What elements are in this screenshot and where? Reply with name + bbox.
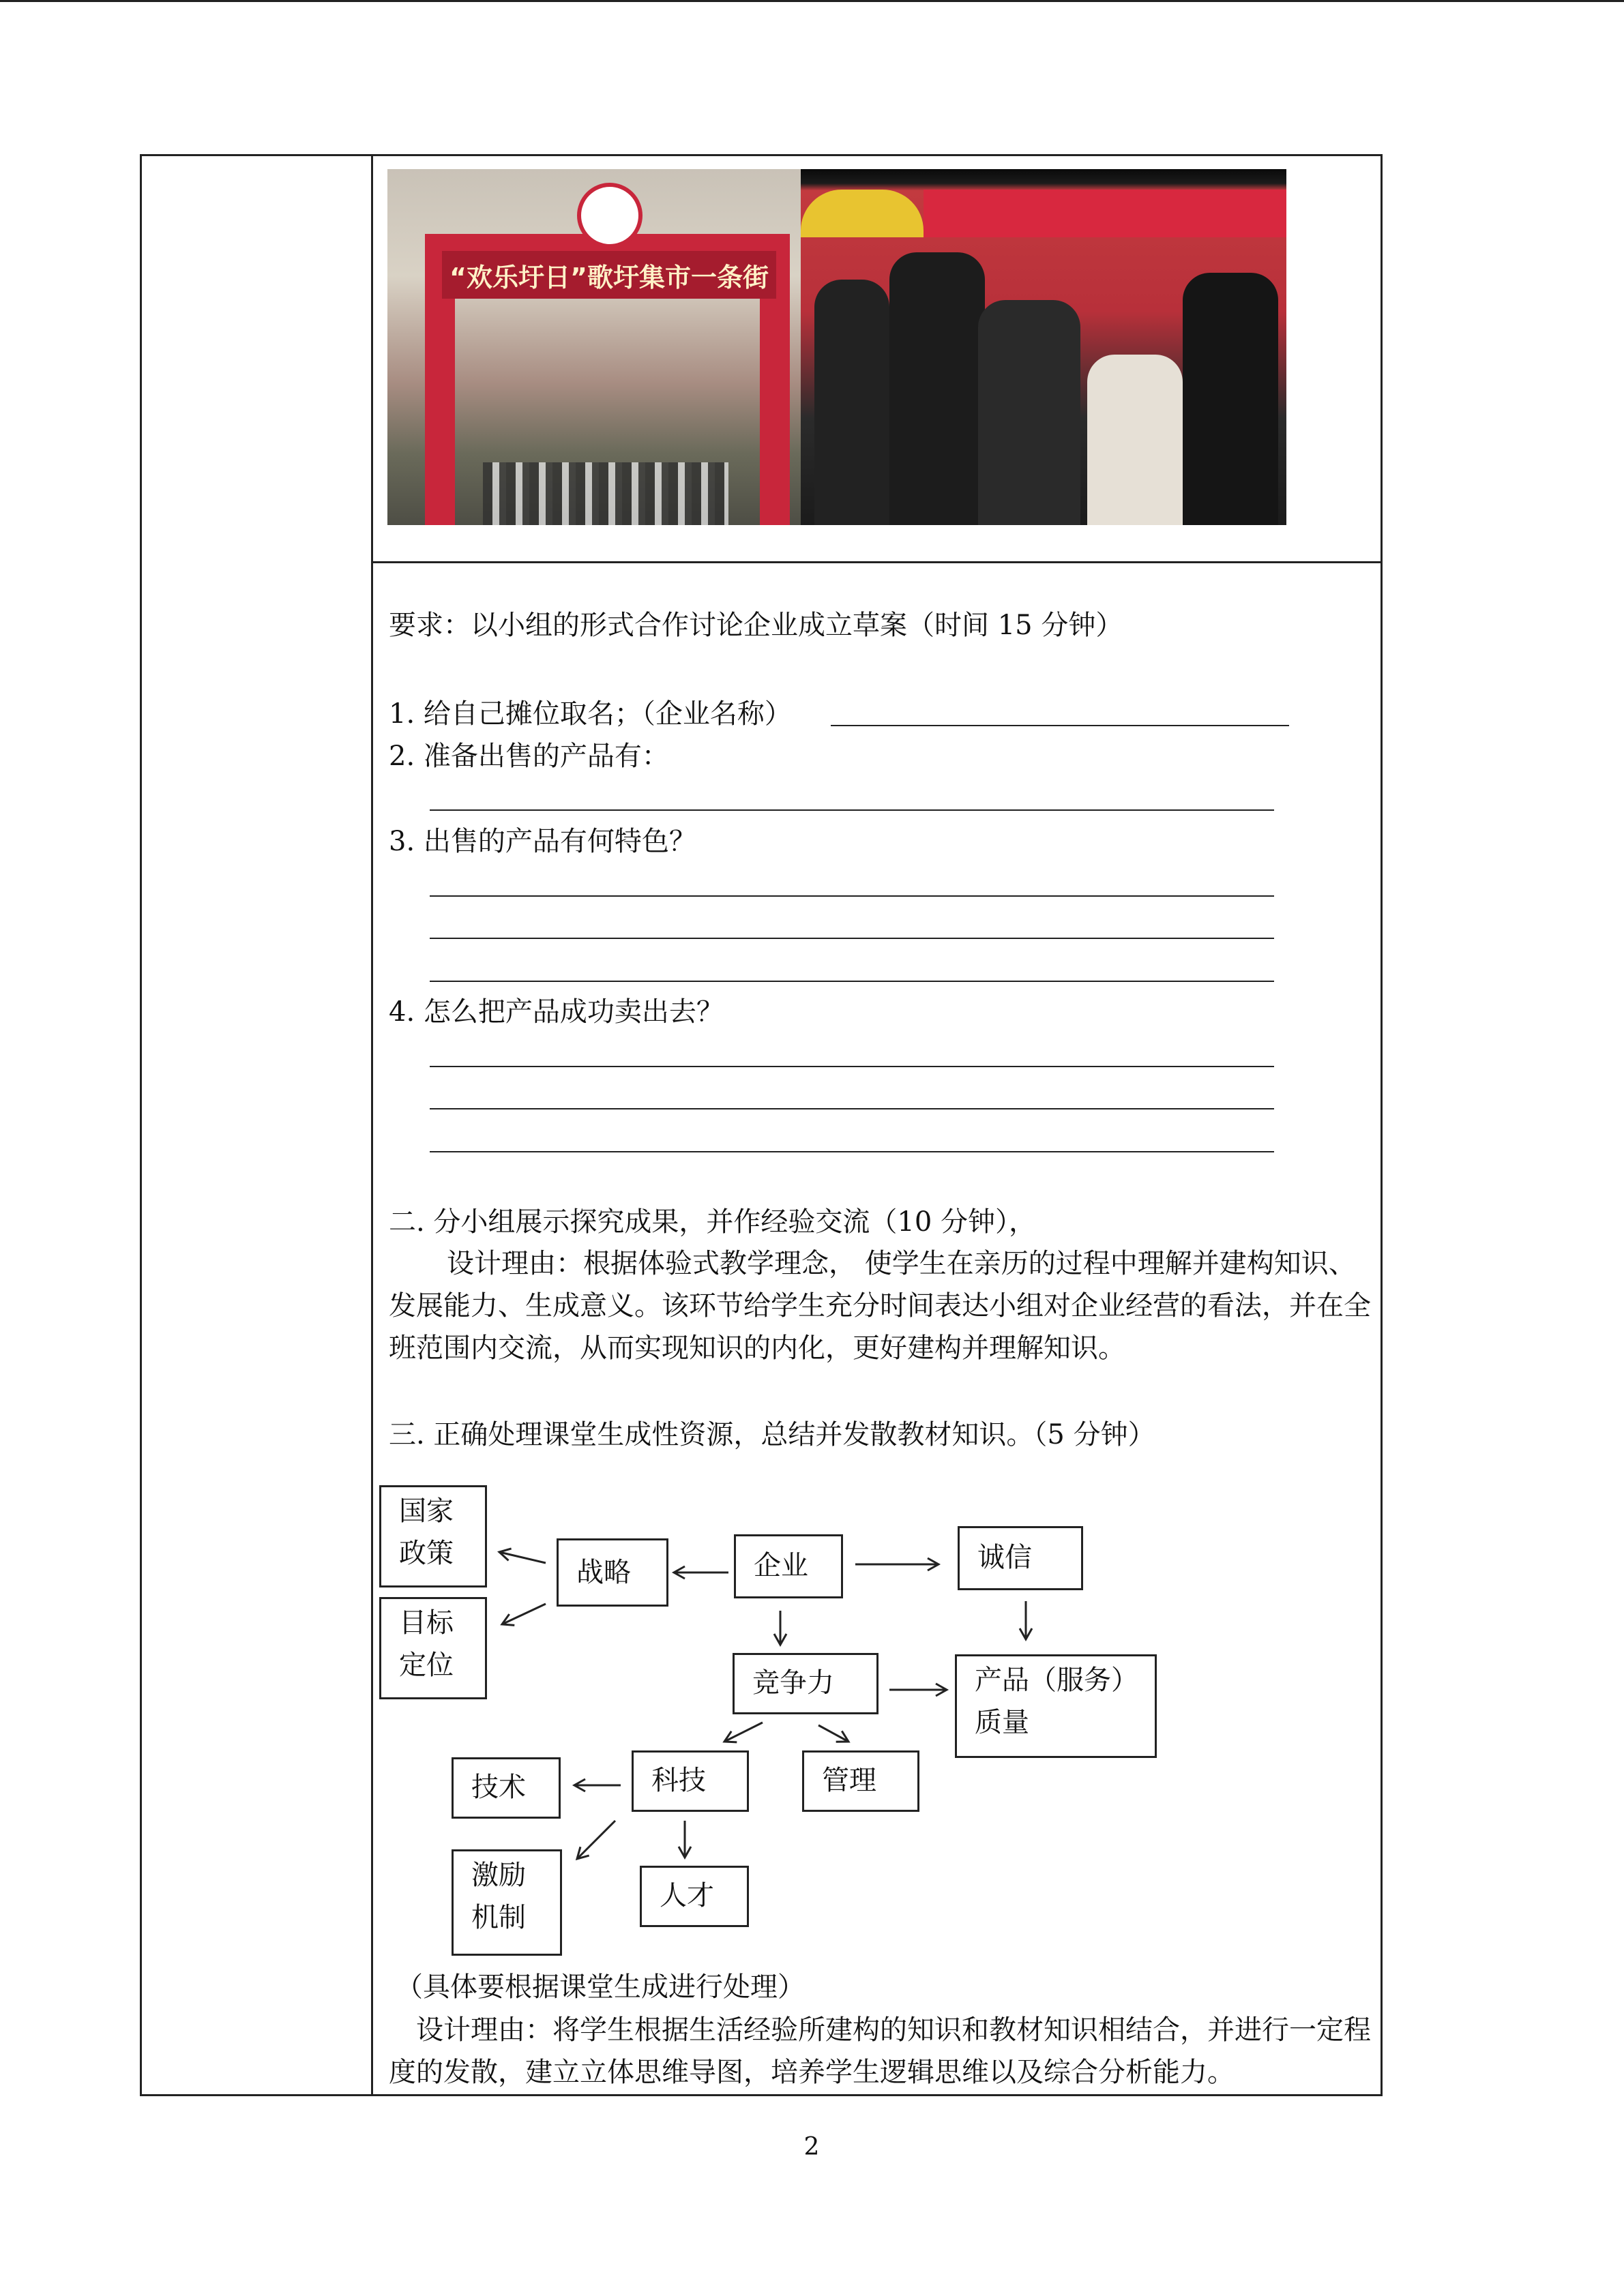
- arrow-zhanlue-guojia: [499, 1552, 546, 1563]
- node-mubiao: 目标定位: [379, 1597, 487, 1699]
- node-jishu: 技术: [452, 1757, 561, 1819]
- arrow-jingzhengli-guanli: [818, 1725, 848, 1742]
- section-3-note: （具体要根据课堂生成进行处理）: [396, 1971, 805, 2003]
- arch-banner-text: “欢乐圩日”歌圩集市一条街: [442, 251, 776, 299]
- node-zhanlue: 战略: [557, 1538, 668, 1607]
- node-chanpin: 产品（服务）质量: [955, 1654, 1157, 1758]
- arrow-jingzhengli-keji: [724, 1723, 763, 1742]
- node-rencai: 人才: [640, 1866, 749, 1927]
- page-number: 2: [803, 2133, 820, 2161]
- node-guojia: 国家政策: [379, 1485, 487, 1587]
- section-3-heading: 三. 正确处理课堂生成性资源，总结并发散教材知识。（5 分钟）: [389, 1419, 1155, 1450]
- node-chengxin: 诚信: [958, 1526, 1083, 1590]
- node-keji: 科技: [632, 1750, 749, 1812]
- arrow-keji-jili: [577, 1821, 615, 1859]
- requirement-text: 要求：以小组的形式合作讨论企业成立草案（时间 15 分钟）: [389, 610, 1123, 641]
- section-2-rationale: 设计理由：根据体验式教学理念， 使学生在亲历的过程中理解并建构知识、发展能力、生成意义。该环节给学生充分时间表达小组对企业经营的看法，并在全班范围内交流，从而实现知识的内化，更好建构并理解知识。: [389, 1248, 1371, 1364]
- question-1: 1. 给自己摊位取名；（企业名称）: [389, 698, 792, 730]
- arrow-zhanlue-mubiao: [502, 1604, 546, 1624]
- question-3: 3. 出售的产品有何特色？: [389, 826, 696, 857]
- section-3-rationale: 设计理由：将学生根据生活经验所建构的知识和教材知识相结合，并进行一定程度的发散，建立立体思维导图，培养学生逻辑思维以及综合分析能力。: [389, 2014, 1371, 2088]
- node-qiye: 企业: [734, 1534, 843, 1598]
- node-jingzhengli: 竞争力: [733, 1653, 879, 1714]
- node-guanli: 管理: [802, 1750, 919, 1812]
- question-2: 2. 准备出售的产品有：: [389, 741, 669, 772]
- node-jili: 激励机制: [452, 1849, 562, 1956]
- question-4: 4. 怎么把产品成功卖出去？: [389, 996, 724, 1028]
- section-2-heading: 二. 分小组展示探究成果，并作经验交流（10 分钟），: [389, 1206, 1037, 1238]
